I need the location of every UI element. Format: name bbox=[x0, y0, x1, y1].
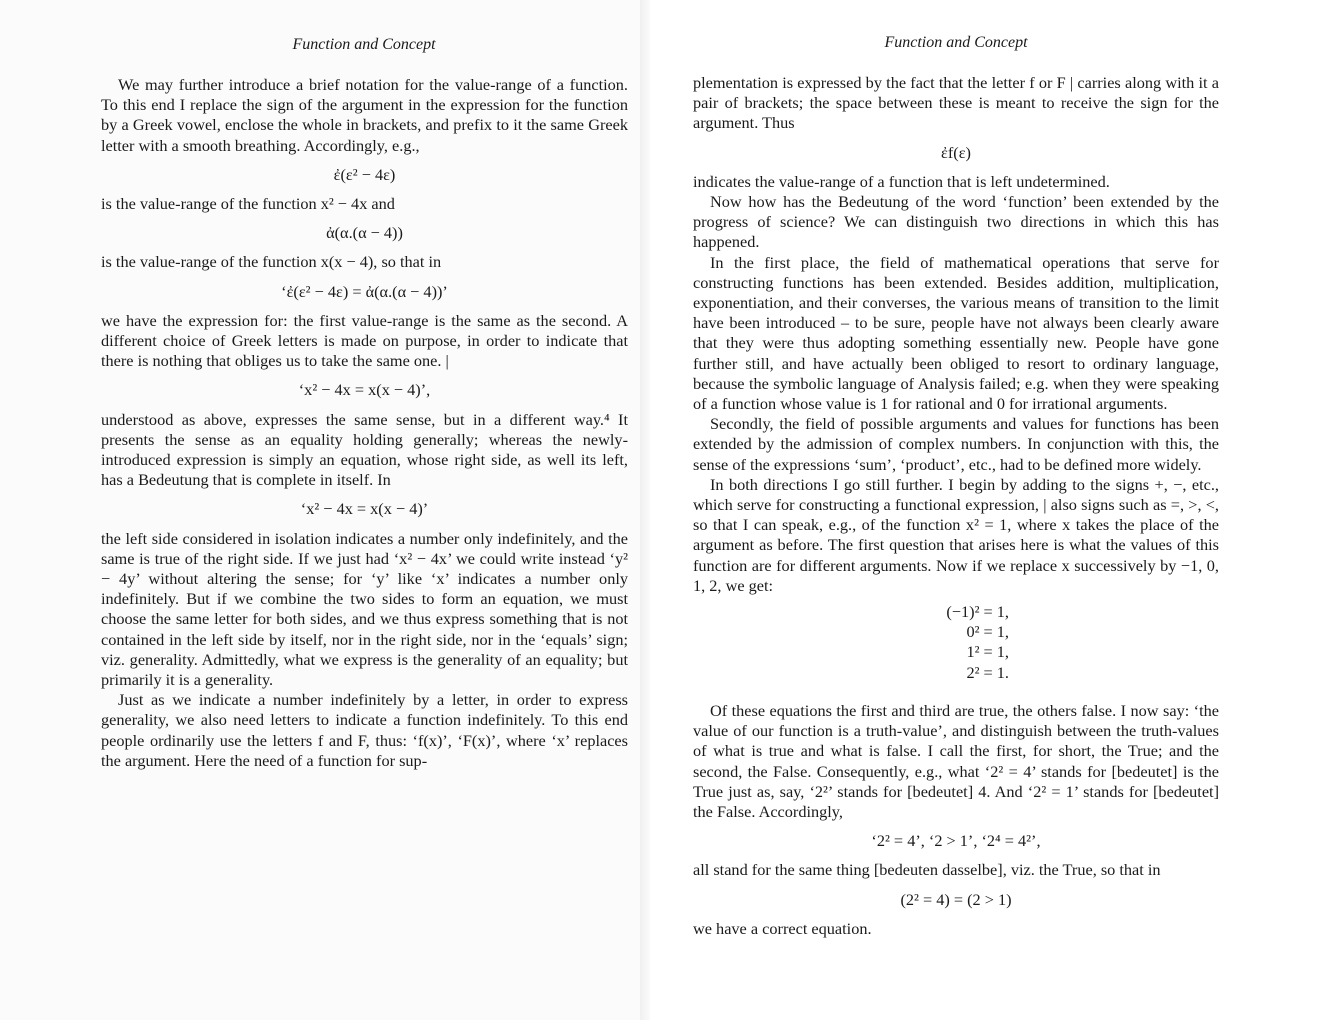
formula: ‘ἐ(ε² − 4ε) = ἀ(α.(α − 4))’ bbox=[281, 281, 448, 301]
formula: ‘x² − 4x = x(x − 4)’, bbox=[298, 380, 431, 400]
paragraph: In both directions I go still further. I begin by adding to the signs +, −, etc., which serve for constructing a functional expression, | also signs such as =, >, <, so that I can speak, e.g., of the function x² = 1, where x takes the place of the argument as before. The first question that arises here is what the values of this function are for different arguments. Now if we replace x successively by −1, 0, 1, 2, we get: bbox=[693, 474, 1219, 595]
paragraph: all stand for the same thing [bedeuten dasselbe], viz. the True, so that in bbox=[693, 860, 1161, 880]
paragraph: In the first place, the field of mathematical operations that serve for constructing functions has been extended. Besides addition, multiplication, exponentiation, and their converses, the various means of transition to the limit have been introduced – to be sure, people have not always been clearly aware that they were thus adopting something essentially new. People have gone further still, and have actually been obliged to resort to ordinary language, because the symbolic language of Analysis failed; e.g. when they were speaking of a function whose value is 1 for rational and 0 for irrational arguments. bbox=[693, 252, 1219, 414]
paragraph: we have the expression for: the first value-range is the same as the second. A different choice of Greek letters is made on purpose, in order to indicate that there is nothing that obliges us to take the same one. | bbox=[101, 310, 628, 371]
equation-list bbox=[903, 602, 1009, 683]
paragraph: the left side considered in isolation indicates a number only indefinitely, and the same is true of the right side. If we just had ‘x² − 4x’ we could write instead ‘y² − 4y’ without altering the sense; for ‘y’ like ‘x’ indicates a number only indefinitely. But if we combine the two sides to form an equation, we must choose the same letter for both sides, and we thus express something that is not contained in the left side by itself, nor in the right side, nor in the ‘equals’ sign; viz. generality. Admittedly, what we express is the generality of an equality; but primarily it is a generality. bbox=[101, 528, 628, 690]
paragraph: is the value-range of the function x² − 4x and bbox=[101, 194, 395, 214]
left-page-body bbox=[101, 75, 628, 771]
equation: 0² = 1, bbox=[966, 622, 1009, 642]
paragraph: Just as we indicate a number indefinitely by a letter, in order to express generality, we also need letters to indicate a function indefinitely. To this end people ordinarily use the letters f and F, thus: ‘f(x)’, ‘F(x)’, where ‘x’ replaces the argument. Here the need of a function for sup- bbox=[101, 690, 628, 770]
right-page-body bbox=[693, 73, 1219, 939]
right-page bbox=[650, 0, 1320, 1020]
paragraph: Now how has the Bedeutung of the word ‘function’ been extended by the progress of science? We can distinguish two directions in which this has happened. bbox=[693, 192, 1219, 252]
paragraph: Secondly, the field of possible arguments and values for functions has been extended by the admission of complex numbers. In conjunction with this, the sense of the expressions ‘sum’, ‘product’, etc., had to be defined more widely. bbox=[693, 414, 1219, 474]
equation: 1² = 1, bbox=[966, 642, 1009, 662]
formula: ἐ(ε² − 4ε) bbox=[333, 164, 396, 184]
running-header: Function and Concept bbox=[292, 36, 436, 53]
formula: ἀ(α.(α − 4)) bbox=[326, 223, 403, 243]
formula: ‘x² − 4x = x(x − 4)’ bbox=[300, 499, 429, 519]
paragraph: is the value-range of the function x(x − 4), so that in bbox=[101, 252, 442, 272]
paragraph: understood as above, expresses the same sense, but in a different way.⁴ It presents the sense as an equality holding generally; whereas the newly-introduced expression is simply an equation, whose right side, as well its left, has a Bedeutung that is complete in itself. In bbox=[101, 409, 628, 490]
left-page bbox=[0, 0, 650, 1020]
paragraph: We may further introduce a brief notation for the value-range of a function. To this end I replace the sign of the argument in the expression for the function by a Greek vowel, enclose the whole in brackets, and prefix to it the same Greek letter with a smooth breathing. Accordingly, e.g., bbox=[101, 75, 628, 155]
equation: (−1)² = 1, bbox=[946, 602, 1009, 622]
paragraph: indicates the value-range of a function that is left undetermined. bbox=[693, 171, 1110, 191]
formula: ‘2² = 4’, ‘2 > 1’, ‘2⁴ = 4²’, bbox=[871, 831, 1041, 851]
running-header: Function and Concept bbox=[884, 34, 1028, 51]
paragraph: Of these equations the first and third are true, the others false. I now say: ‘the value of our function is a truth-value’, and distinguish between the truth-values of what is true and what is false. I call the first, for short, the True; and the second, the False. Consequently, e.g., what ‘2² = 4’ stands for [bedeutet] is the True just as, say, ‘2²’ stands for [bedeutet] 4. And ‘2² = 1’ stands for [bedeutet] the False. Accordingly, bbox=[693, 700, 1219, 821]
paragraph: we have a correct equation. bbox=[693, 918, 872, 938]
paragraph: plementation is expressed by the fact that the letter f or F | carries along with it a pair of brackets; the space between these is meant to receive the sign for the argument. Thus bbox=[693, 73, 1219, 133]
formula: (2² = 4) = (2 > 1) bbox=[900, 889, 1012, 909]
formula: ἐf(ε) bbox=[941, 142, 971, 162]
equation: 2² = 1. bbox=[966, 662, 1009, 682]
